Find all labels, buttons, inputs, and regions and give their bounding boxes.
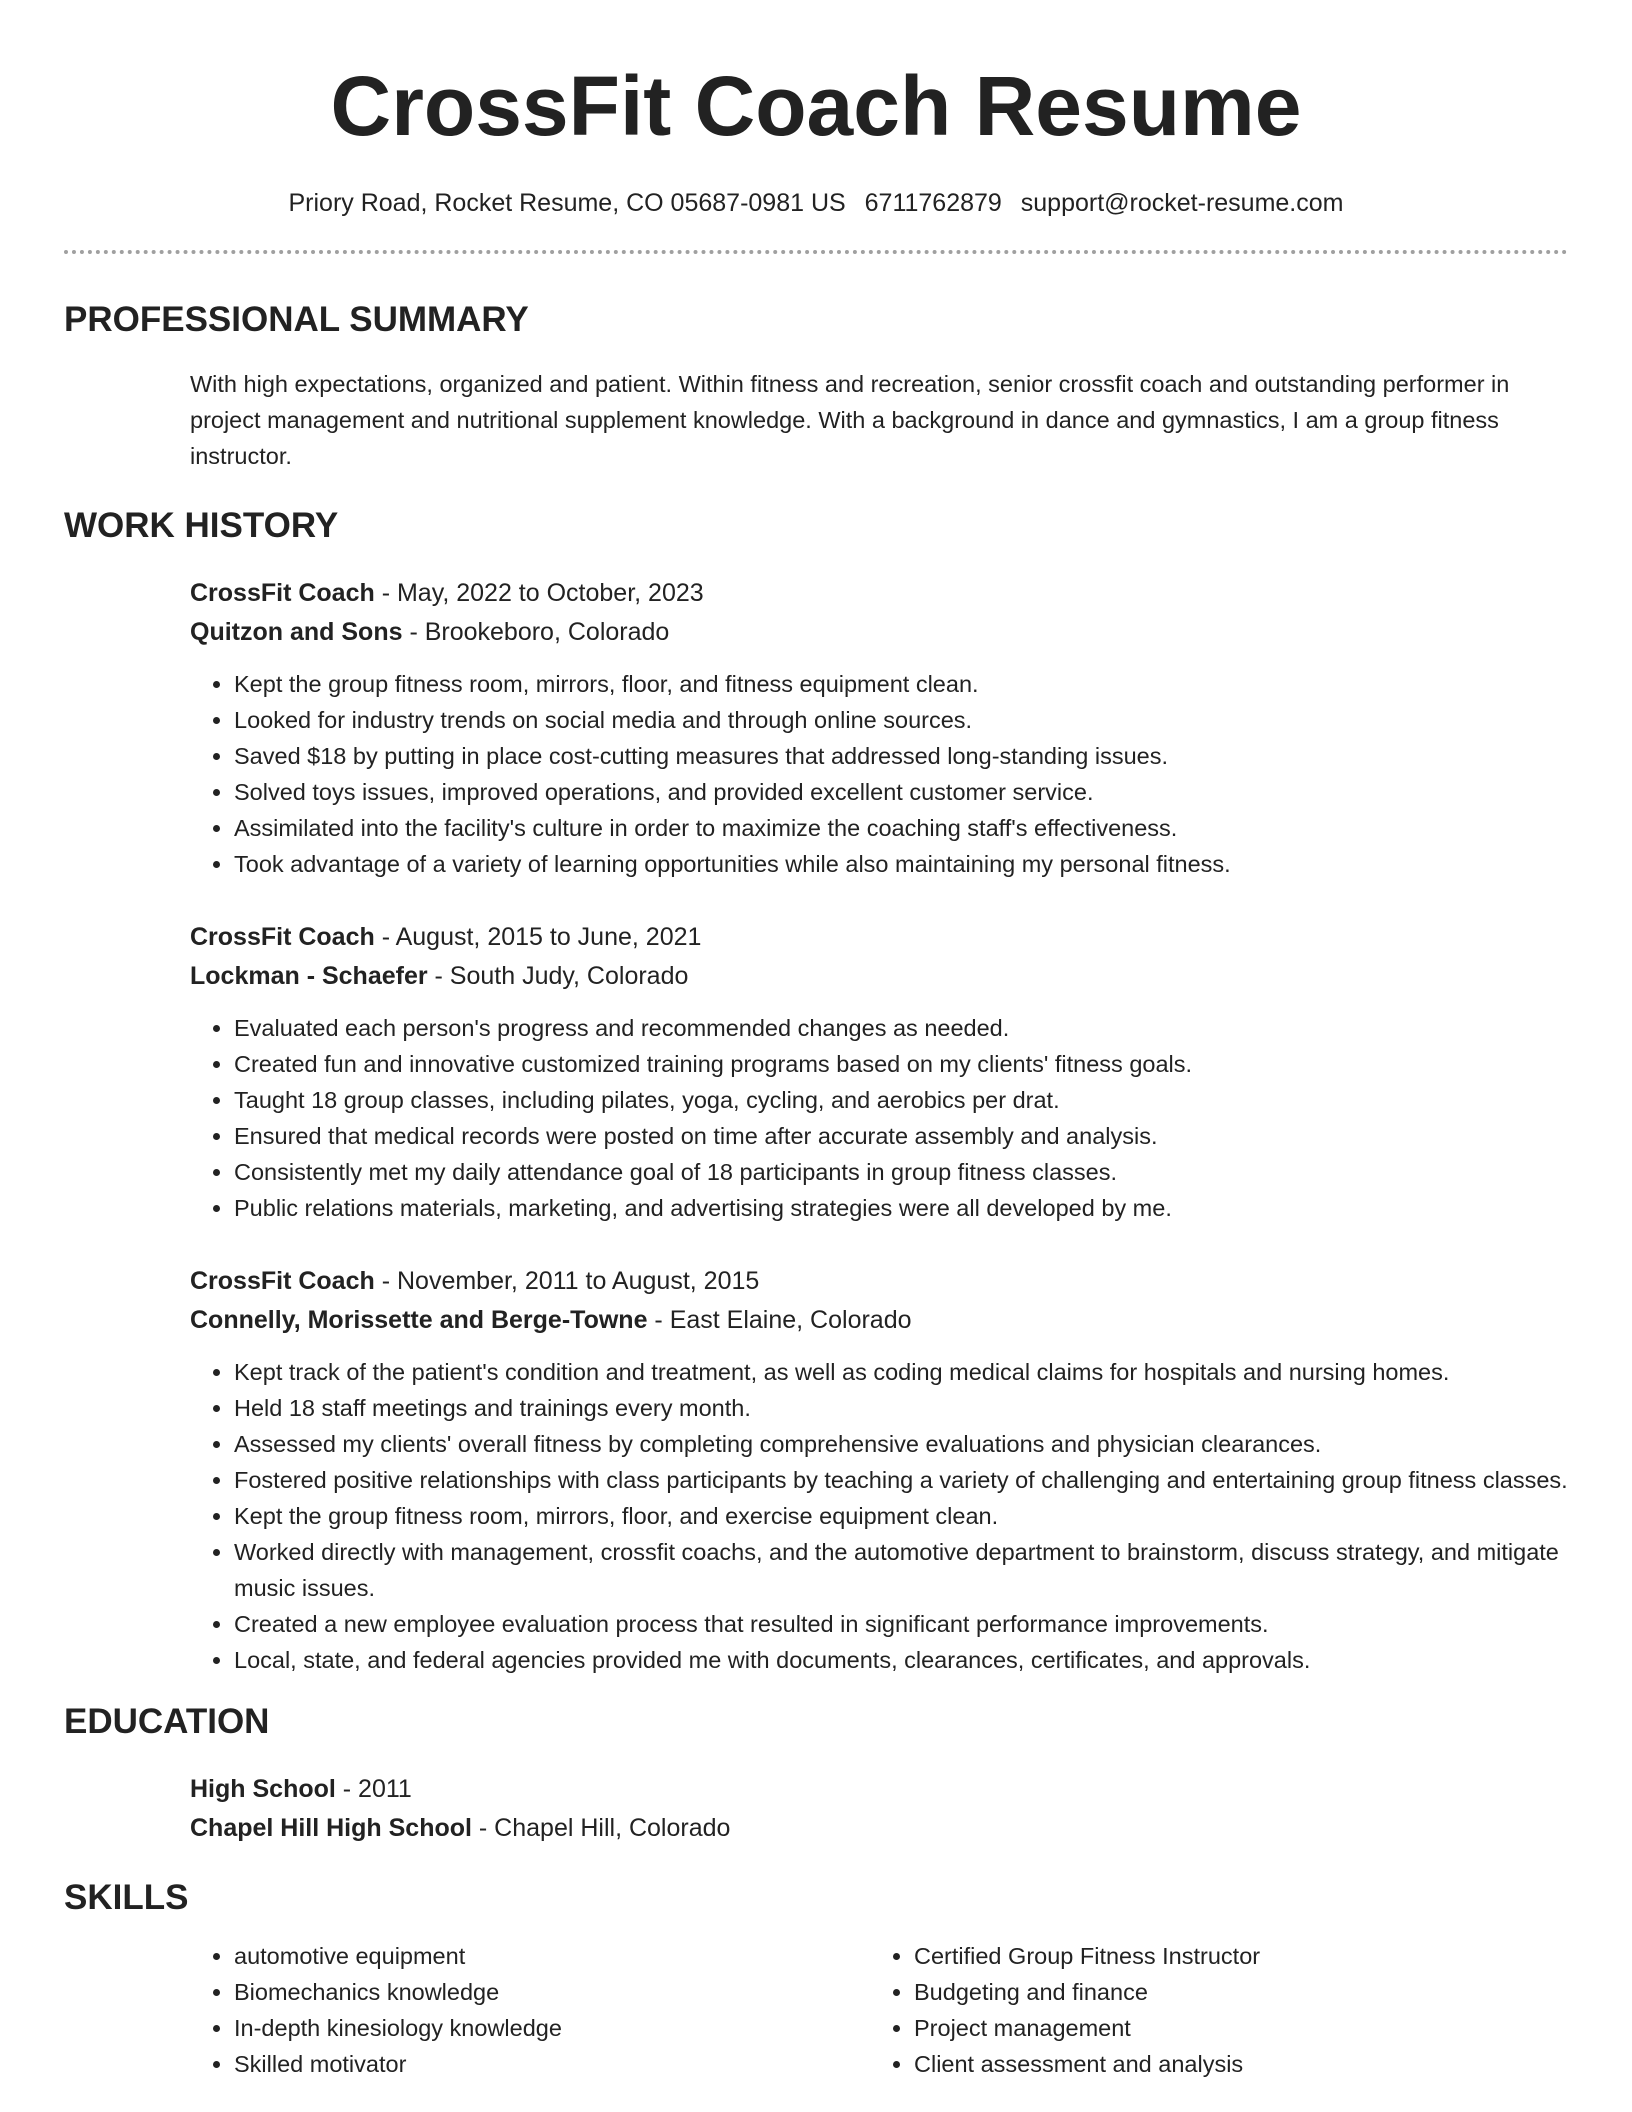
job-entry xyxy=(190,1262,1568,1678)
job-entry xyxy=(190,918,1568,1226)
job-company: Lockman - Schaefer xyxy=(190,962,428,990)
education-year: - 2011 xyxy=(335,1775,412,1803)
job-bullet: • Solved toys issues, improved operations, and provided excellent customer service. xyxy=(234,774,1568,810)
job-company: Quitzon and Sons xyxy=(190,618,403,646)
skills-heading: SKILLS xyxy=(64,1878,189,1917)
job-bullet: • Worked directly with management, crossfit coachs, and the automotive department to brainstorm, discuss strategy, and mitigate music issues. xyxy=(234,1534,1568,1606)
job-bullet: • Created a new employee evaluation process that resulted in significant performance improvements. xyxy=(234,1606,1568,1642)
job-title: CrossFit Coach xyxy=(190,1267,375,1295)
job-dates: - May, 2022 to October, 2023 xyxy=(374,579,704,607)
job-bullet: • Consistently met my daily attendance goal of 18 participants in group fitness classes. xyxy=(234,1154,1568,1190)
education-school: Chapel Hill High School xyxy=(190,1814,472,1842)
education-degree-line xyxy=(190,1770,1568,1809)
skill-item: • Project management xyxy=(914,2010,1550,2046)
skill-item: • automotive equipment xyxy=(234,1938,870,1974)
summary-heading: PROFESSIONAL SUMMARY xyxy=(64,300,529,339)
job-bullet: • Kept the group fitness room, mirrors, floor, and exercise equipment clean. xyxy=(234,1498,1568,1534)
skill-item: • Certified Group Fitness Instructor xyxy=(914,1938,1550,1974)
job-location: - South Judy, Colorado xyxy=(427,962,689,990)
job-company-line xyxy=(190,613,1568,652)
summary-text: With high expectations, organized and patient. Within fitness and recreation, senior crossfit coach and outstanding performer in project management and nutritional supplement knowledge. With a background in dance and gymnastics, I am a group fitness instructor. xyxy=(190,371,1510,469)
page-title: CrossFit Coach Resume xyxy=(330,59,1302,153)
job-bullet: • Assimilated into the facility's culture in order to maximize the coaching staff's effectiveness. xyxy=(234,810,1568,846)
contact-phone: 6711762879 xyxy=(864,189,1002,217)
skill-item: • Biomechanics knowledge xyxy=(234,1974,870,2010)
job-bullet: • Kept the group fitness room, mirrors, floor, and fitness equipment clean. xyxy=(234,666,1568,702)
contact-email: support@rocket-resume.com xyxy=(1020,189,1344,217)
job-location: - Brookeboro, Colorado xyxy=(402,618,670,646)
education-degree: High School xyxy=(190,1775,336,1803)
job-bullet-list xyxy=(190,1354,1568,1678)
skill-item: • Client assessment and analysis xyxy=(914,2046,1550,2082)
job-bullet: • Public relations materials, marketing, and advertising strategies were all developed by me. xyxy=(234,1190,1568,1226)
education-location: - Chapel Hill, Colorado xyxy=(471,1814,731,1842)
job-bullet: • Ensured that medical records were posted on time after accurate assembly and analysis. xyxy=(234,1118,1568,1154)
job-bullet: • Assessed my clients' overall fitness by completing comprehensive evaluations and physician clearances. xyxy=(234,1426,1568,1462)
education-school-line xyxy=(190,1809,1568,1848)
job-title-line xyxy=(190,1262,1568,1301)
job-location: - East Elaine, Colorado xyxy=(647,1306,912,1334)
job-dates: - November, 2011 to August, 2015 xyxy=(374,1267,760,1295)
job-bullet: • Looked for industry trends on social media and through online sources. xyxy=(234,702,1568,738)
skills-list-right xyxy=(870,1938,1550,2082)
job-title-line xyxy=(190,574,1568,613)
job-dates: - August, 2015 to June, 2021 xyxy=(374,923,702,951)
job-bullet: • Saved $18 by putting in place cost-cutting measures that addressed long-standing issues. xyxy=(234,738,1568,774)
contact-address: Priory Road, Rocket Resume, CO 05687-0981 US xyxy=(288,189,846,217)
education-heading: EDUCATION xyxy=(64,1702,270,1741)
job-title-line xyxy=(190,918,1568,957)
job-bullet: • Held 18 staff meetings and trainings every month. xyxy=(234,1390,1568,1426)
job-bullet: • Fostered positive relationships with class participants by teaching a variety of challenging and entertaining group fitness classes. xyxy=(234,1462,1568,1498)
skill-item: • Budgeting and finance xyxy=(914,1974,1550,2010)
job-bullet: • Evaluated each person's progress and recommended changes as needed. xyxy=(234,1010,1568,1046)
work-history-heading: WORK HISTORY xyxy=(64,506,339,545)
job-company-line xyxy=(190,957,1568,996)
header-divider xyxy=(64,250,1568,254)
education-entry xyxy=(190,1770,1568,1848)
job-title: CrossFit Coach xyxy=(190,923,375,951)
job-bullet: • Kept track of the patient's condition and treatment, as well as coding medical claims for hospitals and nursing homes. xyxy=(234,1354,1568,1390)
job-bullet: • Took advantage of a variety of learning opportunities while also maintaining my personal fitness. xyxy=(234,846,1568,882)
job-bullet: • Local, state, and federal agencies provided me with documents, clearances, certificates, and approvals. xyxy=(234,1642,1568,1678)
job-company-line xyxy=(190,1301,1568,1340)
contact-line xyxy=(64,186,1568,220)
job-bullet-list xyxy=(190,1010,1568,1226)
job-bullet: • Taught 18 group classes, including pilates, yoga, cycling, and aerobics per drat. xyxy=(234,1082,1568,1118)
job-bullet: • Created fun and innovative customized training programs based on my clients' fitness goals. xyxy=(234,1046,1568,1082)
skills-columns xyxy=(190,1938,1568,2082)
job-entry xyxy=(190,574,1568,882)
skill-item: • Skilled motivator xyxy=(234,2046,870,2082)
job-bullet-list xyxy=(190,666,1568,882)
skill-item: • In-depth kinesiology knowledge xyxy=(234,2010,870,2046)
job-title: CrossFit Coach xyxy=(190,579,375,607)
job-company: Connelly, Morissette and Berge-Towne xyxy=(190,1306,648,1334)
resume-page xyxy=(64,0,1568,2082)
skills-list-left xyxy=(190,1938,870,2082)
